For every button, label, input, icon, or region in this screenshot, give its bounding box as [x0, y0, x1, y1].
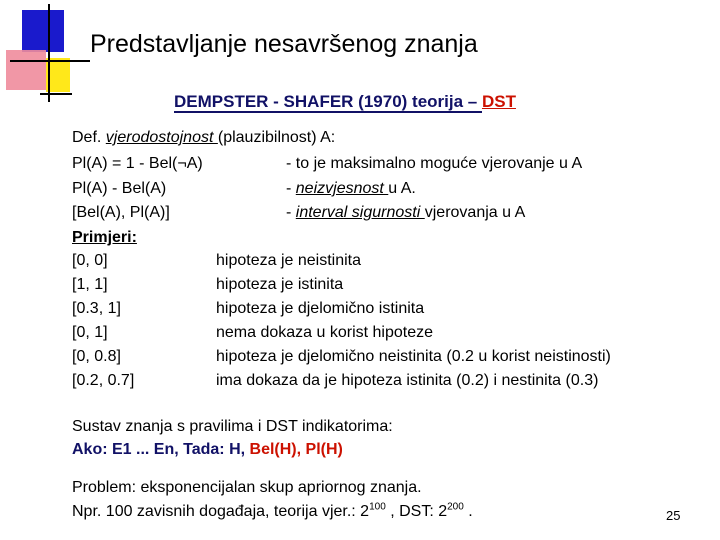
- slide-title: Predstavljanje nesavršenog znanja: [90, 30, 478, 58]
- formula-pl-right: - to je maksimalno moguće vjerovanje u A: [286, 155, 583, 172]
- formula-uncertainty-right: [286, 178, 416, 200]
- decor-horizontal-line: [10, 60, 90, 62]
- uncertainty-suffix: u A.: [388, 180, 416, 197]
- formula-pl-left: Pl(A) = 1 - Bel(¬A): [72, 155, 203, 172]
- system-description: Sustav znanja s pravilima i DST indikatorima:: [72, 418, 393, 435]
- exponent-100: 100: [369, 501, 386, 513]
- definition-line: [72, 127, 335, 149]
- slide-subtitle: [174, 92, 516, 112]
- problem-example: [72, 501, 473, 523]
- interval-term: interval sigurnosti: [295, 204, 425, 221]
- definition-suffix: (plauzibilnost) A:: [217, 129, 336, 146]
- example-interval: [0, 1]: [72, 324, 108, 341]
- subtitle-main: DEMPSTER - SHAFER (1970) teorija –: [174, 92, 482, 111]
- example-text: hipoteza je djelomično istinita: [216, 300, 425, 317]
- example-interval: [1, 1]: [72, 276, 108, 293]
- example-interval: [0, 0.8]: [72, 348, 121, 365]
- problem-statement: Problem: eksponencijalan skup apriornog znanja.: [72, 479, 422, 496]
- example-interval: [0.2, 0.7]: [72, 372, 135, 389]
- example-text: hipoteza je istinita: [216, 276, 344, 293]
- formula-interval-left: [Bel(A), Pl(A)]: [72, 204, 170, 221]
- problem-example-text: Npr. 100 zavisnih događaja, teorija vjer.: 2: [72, 503, 370, 520]
- page-number: 25: [666, 508, 681, 523]
- system-rule: [72, 439, 343, 461]
- example-interval: [0.3, 1]: [72, 300, 121, 317]
- problem-example-dst: , DST: 2: [385, 503, 448, 520]
- example-text: hipoteza je djelomično neistinita (0.2 u korist neistinosti): [216, 348, 611, 365]
- example-text: nema dokaza u korist hipoteze: [216, 324, 434, 341]
- problem-example-end: .: [463, 503, 473, 520]
- uncertainty-term: neizvjesnost: [295, 180, 389, 197]
- uncertainty-dash: -: [286, 180, 296, 197]
- formula-interval-right: [286, 202, 525, 224]
- decor-blue-square: [22, 10, 64, 52]
- examples-heading: Primjeri:: [72, 229, 137, 246]
- subtitle-dst: DST: [481, 92, 516, 111]
- decor-vertical-line: [48, 4, 50, 102]
- definition-prefix: Def.: [72, 129, 106, 146]
- exponent-200: 200: [447, 501, 464, 513]
- example-interval: [0, 0]: [72, 252, 108, 269]
- interval-dash: -: [286, 204, 296, 221]
- decor-pink-square: [6, 50, 46, 90]
- example-text: hipoteza je neistinita: [216, 252, 361, 269]
- decor-horizontal-line-short: [40, 93, 72, 95]
- definition-term: vjerodostojnost: [105, 129, 218, 146]
- rule-condition: Ako: E1 ... En, Tada: H,: [72, 441, 250, 458]
- example-text: ima dokaza da je hipoteza istinita (0.2) i nestinita (0.3): [216, 372, 599, 389]
- formula-uncertainty-left: Pl(A) - Bel(A): [72, 180, 167, 197]
- rule-indicators: Bel(H), Pl(H): [249, 441, 343, 458]
- interval-suffix: vjerovanja u A: [424, 204, 526, 221]
